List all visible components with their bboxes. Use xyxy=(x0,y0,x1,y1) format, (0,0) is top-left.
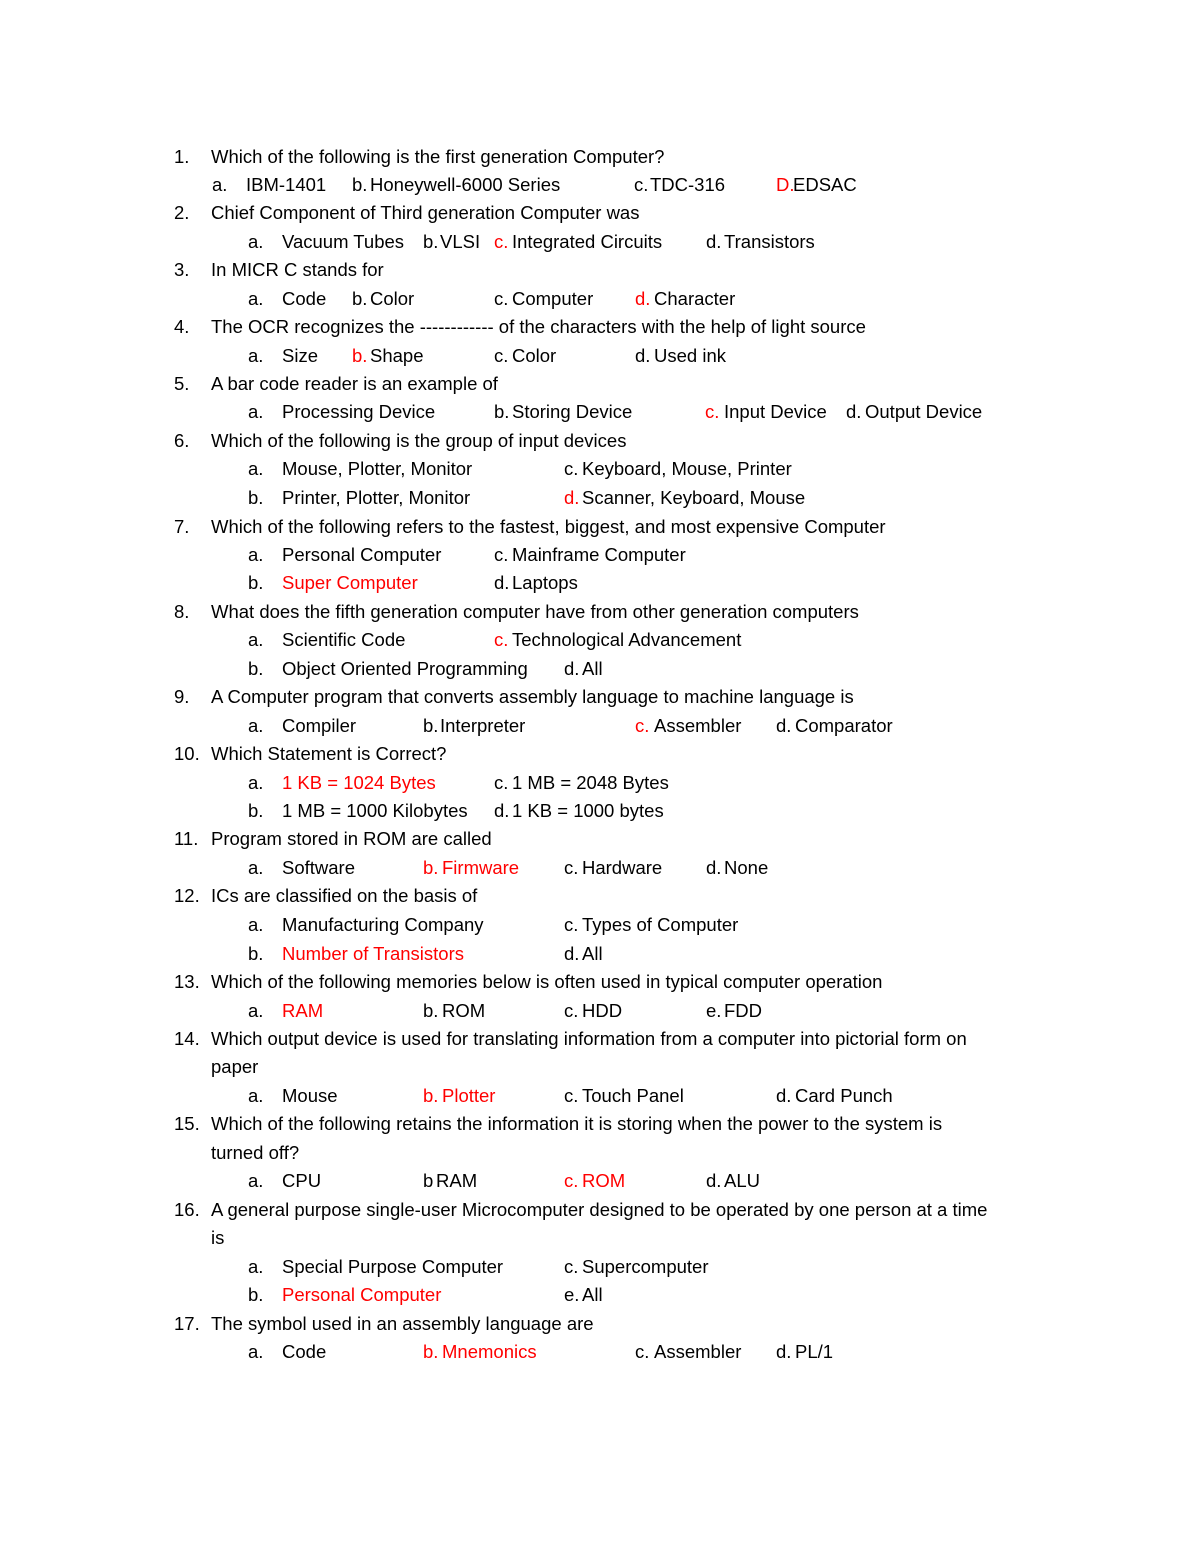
option-row xyxy=(0,342,1200,370)
option-letter: a. xyxy=(248,857,264,878)
option-letter: d. xyxy=(776,715,792,736)
question-text: The symbol used in an assembly language are xyxy=(211,1313,594,1334)
option-letter: a. xyxy=(212,174,228,195)
option-letter: c. xyxy=(635,1341,650,1362)
option-text: Types of Computer xyxy=(582,914,739,935)
option-text: Compiler xyxy=(282,715,357,736)
question-line xyxy=(0,740,1200,768)
option-text: Used ink xyxy=(654,345,726,366)
option-row xyxy=(0,484,1200,512)
option-text: None xyxy=(724,857,769,878)
option-text: Personal Computer xyxy=(282,1284,442,1305)
option-letter: d. xyxy=(494,572,510,593)
question-text: turned off? xyxy=(211,1142,300,1163)
option-text: Hardware xyxy=(582,857,663,878)
question-text: Which of the following refers to the fastest, biggest, and most expensive Computer xyxy=(211,516,886,537)
question-number: 8. xyxy=(174,601,190,622)
option-letter: c. xyxy=(564,914,579,935)
question-line xyxy=(0,427,1200,455)
question-line xyxy=(0,598,1200,626)
question-text: paper xyxy=(211,1056,259,1077)
option-letter: d. xyxy=(564,943,580,964)
question-line xyxy=(0,143,1200,171)
option-letter: b. xyxy=(494,401,510,422)
question-line xyxy=(0,370,1200,398)
option-text: EDSAC xyxy=(793,174,857,195)
option-letter: a. xyxy=(248,914,264,935)
question-number: 6. xyxy=(174,430,190,451)
option-text: Object Oriented Programming xyxy=(282,658,528,679)
option-letter: b. xyxy=(248,658,264,679)
question-text: Which of the following is the group of input devices xyxy=(211,430,627,451)
option-letter: a. xyxy=(248,1085,264,1106)
option-letter: c. xyxy=(564,1256,579,1277)
question-line xyxy=(0,882,1200,910)
option-text: Personal Computer xyxy=(282,544,442,565)
option-letter: c. xyxy=(564,1170,579,1191)
question-text: Which output device is used for translating information from a computer into pictorial form on xyxy=(211,1028,967,1049)
option-text: 1 KB = 1000 bytes xyxy=(512,800,664,821)
option-row xyxy=(0,1253,1200,1281)
option-text: 1 MB = 2048 Bytes xyxy=(512,772,669,793)
option-letter: d. xyxy=(635,345,651,366)
option-text: Super Computer xyxy=(282,572,418,593)
option-letter: b. xyxy=(352,288,368,309)
option-row xyxy=(0,171,1200,199)
option-letter: c. xyxy=(494,231,509,252)
option-row xyxy=(0,1281,1200,1309)
question-text: In MICR C stands for xyxy=(211,259,384,280)
option-row xyxy=(0,997,1200,1025)
question-text: Which of the following retains the information it is storing when the power to the system is xyxy=(211,1113,943,1134)
option-text: All xyxy=(582,1284,603,1305)
option-row xyxy=(0,655,1200,683)
option-letter: a. xyxy=(248,544,264,565)
option-letter: c. xyxy=(564,458,579,479)
option-letter: b. xyxy=(352,345,368,366)
option-text: Mainframe Computer xyxy=(512,544,686,565)
option-text: 1 MB = 1000 Kilobytes xyxy=(282,800,468,821)
option-text: Storing Device xyxy=(512,401,633,422)
question-line xyxy=(0,513,1200,541)
option-text: PL/1 xyxy=(795,1341,834,1362)
option-text: Technological Advancement xyxy=(512,629,742,650)
option-letter: a. xyxy=(248,629,264,650)
option-row xyxy=(0,285,1200,313)
question-number: 3. xyxy=(174,259,190,280)
option-text: Assembler xyxy=(654,715,742,736)
option-letter: a. xyxy=(248,1170,264,1191)
option-letter: b. xyxy=(423,715,439,736)
option-text: Keyboard, Mouse, Printer xyxy=(582,458,792,479)
question-line xyxy=(0,1025,1200,1053)
option-row xyxy=(0,854,1200,882)
question-number: 10. xyxy=(174,743,200,764)
question-line xyxy=(0,1139,1200,1167)
option-text: 1 KB = 1024 Bytes xyxy=(282,772,436,793)
question-number: 14. xyxy=(174,1028,200,1049)
option-letter: b. xyxy=(248,1284,264,1305)
option-letter: b. xyxy=(423,231,439,252)
option-text: RAM xyxy=(282,1000,324,1021)
option-letter: c. xyxy=(494,629,509,650)
option-text: Processing Device xyxy=(282,401,436,422)
option-text: Special Purpose Computer xyxy=(282,1256,504,1277)
question-line xyxy=(0,1196,1200,1224)
option-letter: d. xyxy=(635,288,651,309)
question-line xyxy=(0,825,1200,853)
question-line xyxy=(0,199,1200,227)
option-row xyxy=(0,569,1200,597)
option-letter: a. xyxy=(248,288,264,309)
question-line xyxy=(0,683,1200,711)
question-text: The OCR recognizes the ------------ of the characters with the help of light source xyxy=(211,316,866,337)
option-text: IBM-1401 xyxy=(246,174,327,195)
option-text: Card Punch xyxy=(795,1085,893,1106)
option-text: Comparator xyxy=(795,715,893,736)
option-letter: a. xyxy=(248,345,264,366)
option-letter: d. xyxy=(846,401,862,422)
option-letter: b. xyxy=(248,943,264,964)
question-number: 16. xyxy=(174,1199,200,1220)
option-text: Code xyxy=(282,288,327,309)
option-letter: d. xyxy=(564,658,580,679)
option-text: Laptops xyxy=(512,572,578,593)
option-text: Output Device xyxy=(865,401,983,422)
option-text: Size xyxy=(282,345,318,366)
option-letter: c. xyxy=(564,857,579,878)
option-text: ALU xyxy=(724,1170,760,1191)
option-letter: b. xyxy=(423,857,439,878)
option-text: Mouse xyxy=(282,1085,338,1106)
option-text: Integrated Circuits xyxy=(512,231,663,252)
question-text: Which Statement is Correct? xyxy=(211,743,447,764)
option-text: Scanner, Keyboard, Mouse xyxy=(582,487,806,508)
question-line xyxy=(0,1224,1200,1252)
option-text: Firmware xyxy=(442,857,520,878)
option-letter: a. xyxy=(248,1000,264,1021)
option-text: ROM xyxy=(582,1170,626,1191)
option-text: FDD xyxy=(724,1000,763,1021)
option-row xyxy=(0,228,1200,256)
option-text: Plotter xyxy=(442,1085,496,1106)
option-letter: c. xyxy=(494,772,509,793)
question-line xyxy=(0,968,1200,996)
question-text: What does the fifth generation computer have from other generation computers xyxy=(211,601,859,622)
question-number: 9. xyxy=(174,686,190,707)
option-text: Touch Panel xyxy=(582,1085,684,1106)
question-number: 11. xyxy=(174,828,199,849)
option-letter: e. xyxy=(706,1000,722,1021)
option-text: Honeywell-6000 Series xyxy=(370,174,561,195)
option-letter: a. xyxy=(248,772,264,793)
question-text: Which of the following is the first generation Computer? xyxy=(211,146,665,167)
question-text: A Computer program that converts assembly language to machine language is xyxy=(211,686,854,707)
option-row xyxy=(0,1338,1200,1366)
question-line xyxy=(0,1310,1200,1338)
option-letter: c. xyxy=(634,174,649,195)
option-text: Assembler xyxy=(654,1341,742,1362)
option-letter: c. xyxy=(564,1085,579,1106)
option-letter: c. xyxy=(494,345,509,366)
question-text: Program stored in ROM are called xyxy=(211,828,492,849)
option-letter: b. xyxy=(248,572,264,593)
option-letter: a. xyxy=(248,1256,264,1277)
option-letter: d. xyxy=(776,1341,792,1362)
option-text: Manufacturing Company xyxy=(282,914,484,935)
option-letter: c. xyxy=(564,1000,579,1021)
question-text: ICs are classified on the basis of xyxy=(211,885,478,906)
question-line xyxy=(0,1053,1200,1081)
option-letter: a. xyxy=(248,458,264,479)
option-letter: c. xyxy=(705,401,720,422)
option-letter: d. xyxy=(706,1170,722,1191)
option-row xyxy=(0,911,1200,939)
option-row xyxy=(0,940,1200,968)
option-row xyxy=(0,398,1200,426)
option-text: Computer xyxy=(512,288,594,309)
option-letter: b. xyxy=(423,1000,439,1021)
question-text: Chief Component of Third generation Computer was xyxy=(211,202,640,223)
option-letter: a. xyxy=(248,715,264,736)
question-number: 15. xyxy=(174,1113,200,1134)
question-line xyxy=(0,1110,1200,1138)
option-text: Mnemonics xyxy=(442,1341,537,1362)
question-number: 13. xyxy=(174,971,200,992)
option-letter: d. xyxy=(706,231,722,252)
option-row xyxy=(0,1167,1200,1195)
option-letter: b xyxy=(423,1170,434,1191)
question-line xyxy=(0,256,1200,284)
option-text: Code xyxy=(282,1341,327,1362)
option-letter: a. xyxy=(248,231,264,252)
option-text: All xyxy=(582,658,603,679)
option-letter: a. xyxy=(248,401,264,422)
option-row xyxy=(0,797,1200,825)
option-letter: d. xyxy=(776,1085,792,1106)
option-letter: b. xyxy=(248,487,264,508)
option-row xyxy=(0,1082,1200,1110)
option-text: Number of Transistors xyxy=(282,943,464,964)
option-letter: c. xyxy=(494,544,509,565)
option-letter: a. xyxy=(248,1341,264,1362)
question-number: 2. xyxy=(174,202,190,223)
option-text: Vacuum Tubes xyxy=(282,231,405,252)
question-text: A general purpose single-user Microcomputer designed to be operated by one person at a time xyxy=(211,1199,988,1220)
option-row xyxy=(0,626,1200,654)
question-number: 17. xyxy=(174,1313,200,1334)
option-text: Printer, Plotter, Monitor xyxy=(282,487,471,508)
option-letter: d. xyxy=(706,857,722,878)
option-text: TDC-316 xyxy=(650,174,726,195)
option-letter: d. xyxy=(564,487,580,508)
option-text: Supercomputer xyxy=(582,1256,709,1277)
option-letter: b. xyxy=(423,1085,439,1106)
option-text: All xyxy=(582,943,603,964)
question-number: 4. xyxy=(174,316,190,337)
option-letter: d. xyxy=(494,800,510,821)
option-text: Input Device xyxy=(724,401,827,422)
option-letter: e. xyxy=(564,1284,580,1305)
option-text: Interpreter xyxy=(440,715,526,736)
option-row xyxy=(0,769,1200,797)
question-number: 12. xyxy=(174,885,200,906)
option-text: Mouse, Plotter, Monitor xyxy=(282,458,473,479)
option-text: CPU xyxy=(282,1170,322,1191)
option-text: Software xyxy=(282,857,356,878)
option-text: HDD xyxy=(582,1000,623,1021)
question-text: Which of the following memories below is often used in typical computer operation xyxy=(211,971,883,992)
option-row xyxy=(0,541,1200,569)
option-text: Shape xyxy=(370,345,424,366)
option-text: RAM xyxy=(436,1170,478,1191)
option-text: Transistors xyxy=(724,231,815,252)
option-letter: c. xyxy=(494,288,509,309)
option-letter: b. xyxy=(352,174,368,195)
option-text: Color xyxy=(512,345,557,366)
question-number: 7. xyxy=(174,516,190,537)
option-letter: c. xyxy=(635,715,650,736)
option-letter: D. xyxy=(776,174,795,195)
question-number: 1. xyxy=(174,146,190,167)
option-text: ROM xyxy=(442,1000,486,1021)
option-text: VLSI xyxy=(440,231,481,252)
question-line xyxy=(0,313,1200,341)
option-text: Scientific Code xyxy=(282,629,406,650)
question-text: A bar code reader is an example of xyxy=(211,373,498,394)
option-text: Character xyxy=(654,288,736,309)
option-letter: b. xyxy=(248,800,264,821)
question-text: is xyxy=(211,1227,225,1248)
option-row xyxy=(0,455,1200,483)
option-row xyxy=(0,712,1200,740)
question-number: 5. xyxy=(174,373,190,394)
option-text: Color xyxy=(370,288,415,309)
option-letter: b. xyxy=(423,1341,439,1362)
